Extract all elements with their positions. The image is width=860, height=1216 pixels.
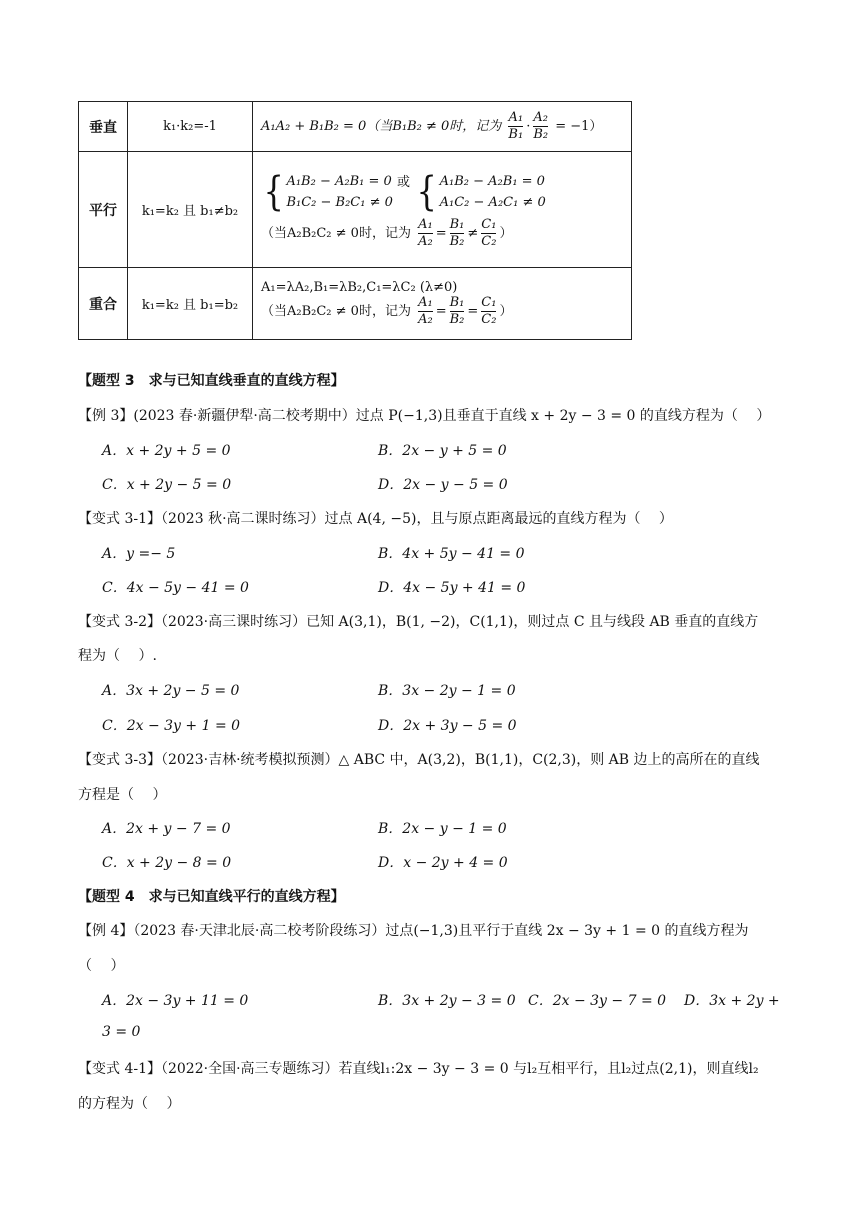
not-equal-sign: ≠ xyxy=(467,226,479,241)
denominator: A₂ xyxy=(418,234,433,249)
example-question-cont: （ ） xyxy=(78,958,125,974)
section-heading: 【题型 3 求与已知直线垂直的直线方程】 xyxy=(78,373,345,389)
or-text: 或 xyxy=(397,175,411,190)
fraction xyxy=(450,217,465,250)
denominator: C₂ xyxy=(481,234,497,249)
table-row-parallel xyxy=(79,152,632,268)
option-a: A．2x − 3y + 11 = 0 xyxy=(102,993,249,1009)
option-c: C．2x − 3y − 7 = 0 xyxy=(528,993,667,1009)
option-d-cont: 3 = 0 xyxy=(102,1024,141,1040)
coefficient-condition: A₁=λA₂,B₁=λB₂,C₁=λC₂ (λ≠0) （当A₂B₂C₂ ≠ 0时，记为 $\frac{\text{A₁}}{\text{A₂}}$ = $\frac{\text{B₁}}{\text{B₂}}$ = $\frac{\text{C₁}}{\text{C₂}}$ ） xyxy=(253,268,632,340)
slope-condition: k₁·k₂=-1 xyxy=(128,102,253,152)
note-suffix: ） xyxy=(499,226,513,241)
variant-question: 【变式 3-3】（2023·吉林·统考模拟预测）△ ABC 中，A(3,2)，B(1,1)，C(2,3)，则 AB 边上的高所在的直线 xyxy=(78,752,760,768)
option-d: D．4x − 5y + 41 = 0 xyxy=(378,580,526,596)
relation-suffix: = −1） xyxy=(555,119,603,134)
numerator: C₁ xyxy=(481,217,497,232)
fraction xyxy=(481,217,496,250)
relation-text: A₁A₂ + B₁B₂ = 0（当B₁B₂ ≠ 0时，记为 xyxy=(261,119,502,134)
option-c: C．x + 2y − 5 = 0 xyxy=(102,477,232,493)
brace-icon: { xyxy=(263,169,284,215)
note-text: （当A₂B₂C₂ ≠ 0时，记为 xyxy=(261,303,411,319)
variant-question-cont: 的方程为（ ） xyxy=(78,1096,181,1112)
option-b: B．4x + 5y − 41 = 0 xyxy=(378,546,525,562)
equation: A₁B₂ − A₂B₁ = 0 xyxy=(439,174,545,189)
slope-condition: k₁=k₂ 且 b₁=b₂ xyxy=(128,268,253,340)
fraction xyxy=(533,110,548,143)
variant-question: 【变式 4-1】（2022·全国·高三专题练习）若直线l₁:2x − 3y − 3 = 0 与l₂互相平行，且l₂过点(2,1)，则直线l₂ xyxy=(78,1061,759,1077)
variant-question-cont: 程为（ ）. xyxy=(78,648,157,664)
denominator: A₂ xyxy=(418,311,433,327)
option-d: D．3x + 2y + xyxy=(684,993,780,1009)
numerator: A₁ xyxy=(418,294,433,310)
option-b: B．2x − y + 5 = 0 xyxy=(378,443,507,459)
brace-icon: { xyxy=(416,169,438,215)
equation: B₁C₂ − B₂C₁ ≠ 0 xyxy=(286,195,393,210)
denominator: B₁ xyxy=(508,127,524,142)
option-d: D．2x − y − 5 = 0 xyxy=(378,477,508,493)
numerator: A₁ xyxy=(418,217,433,232)
slope-condition: k₁=k₂ 且 b₁≠b₂ xyxy=(128,152,253,268)
numerator: B₁ xyxy=(449,294,465,310)
denominator: C₂ xyxy=(481,311,497,327)
coefficient-condition: A₁A₂ + B₁B₂ = 0（当B₁B₂ ≠ 0时，记为 $\frac{\text{A₁}}{\text{B₁}}$ · $\frac{\text{A₂}}{\text{B₂}}$ = −1） xyxy=(253,102,632,152)
denominator: B₂ xyxy=(449,311,465,327)
row-label: 垂直 xyxy=(79,102,128,152)
section-heading: 【题型 4 求与已知直线平行的直线方程】 xyxy=(78,889,345,905)
equation-system xyxy=(440,171,546,213)
option-b: B．3x − 2y − 1 = 0 xyxy=(378,683,516,699)
equation-system xyxy=(286,171,392,213)
denominator: B₂ xyxy=(533,127,549,142)
option-a: A．3x + 2y − 5 = 0 xyxy=(102,683,240,699)
fraction xyxy=(418,217,433,250)
fraction xyxy=(418,295,433,328)
option-a: A．2x + y − 7 = 0 xyxy=(102,821,231,837)
coefficient-condition: { A₁B₂ − A₂B₁ = 0 B₁C₂ − B₂C₁ ≠ 0 或 { A₁B₂ − A₂B₁ = 0 A₁C₂ − A₂C₁ ≠ 0 （当A₂B₂C₂ ≠ 0时，记为 $\frac{\text{A₁}}{\text{A₂}}$ = $\frac{\text{B₁}}{\text{B₂}}$ ≠ $\frac{\text{C₁}}{\text{C₂}}$ ） xyxy=(253,152,632,268)
option-b: B．2x − y − 1 = 0 xyxy=(378,821,507,837)
fraction xyxy=(508,110,523,143)
variant-question: 【变式 3-1】（2023 秋·高二课时练习）过点 A(4, −5)，且与原点距离最远的直线方程为（ ） xyxy=(78,511,673,527)
numerator: A₁ xyxy=(508,110,524,125)
row-label: 重合 xyxy=(79,268,128,340)
table-row-coincident xyxy=(79,268,632,340)
table-row-perpendicular xyxy=(79,102,632,152)
example-question: 【例 3】(2023 春·新疆伊犁·高二校考期中）过点 P(−1,3)且垂直于直线 x + 2y − 3 = 0 的直线方程为（ ） xyxy=(78,408,771,424)
option-c: C．4x − 5y − 41 = 0 xyxy=(102,580,249,596)
note-text: （当A₂B₂C₂ ≠ 0时，记为 xyxy=(261,226,411,241)
numerator: C₁ xyxy=(481,294,497,310)
example-question: 【例 4】（2023 春·天津北辰·高二校考阶段练习）过点(−1,3)且平行于直线 2x − 3y + 1 = 0 的直线方程为 xyxy=(78,923,749,939)
numerator: A₂ xyxy=(533,110,549,125)
row-label: 平行 xyxy=(79,152,128,268)
option-a: A．x + 2y + 5 = 0 xyxy=(102,443,231,459)
option-c: C．x + 2y − 8 = 0 xyxy=(102,855,232,871)
equation: A₁C₂ − A₂C₁ ≠ 0 xyxy=(439,195,546,210)
variant-question: 【变式 3-2】（2023·高三课时练习）已知 A(3,1)，B(1, −2)，C(1,1)，则过点 C 且与线段 AB 垂直的直线方 xyxy=(78,614,759,630)
fraction xyxy=(481,295,496,328)
line-relations-table xyxy=(78,101,632,340)
denominator: B₂ xyxy=(449,234,465,249)
option-c: C．2x − 3y + 1 = 0 xyxy=(102,718,241,734)
variant-question-cont: 方程是（ ） xyxy=(78,787,167,803)
option-d: D．2x + 3y − 5 = 0 xyxy=(378,718,517,734)
equation: A₁B₂ − A₂B₁ = 0 xyxy=(286,174,392,189)
numerator: B₁ xyxy=(449,217,465,232)
note-suffix: ） xyxy=(499,303,513,319)
option-b: B．3x + 2y − 3 = 0 xyxy=(378,993,516,1009)
option-a: A．y =− 5 xyxy=(102,546,176,562)
fraction xyxy=(450,295,465,328)
proportion-text: A₁=λA₂,B₁=λB₂,C₁=λC₂ (λ≠0) xyxy=(261,279,458,295)
option-d: D．x − 2y + 4 = 0 xyxy=(378,855,508,871)
